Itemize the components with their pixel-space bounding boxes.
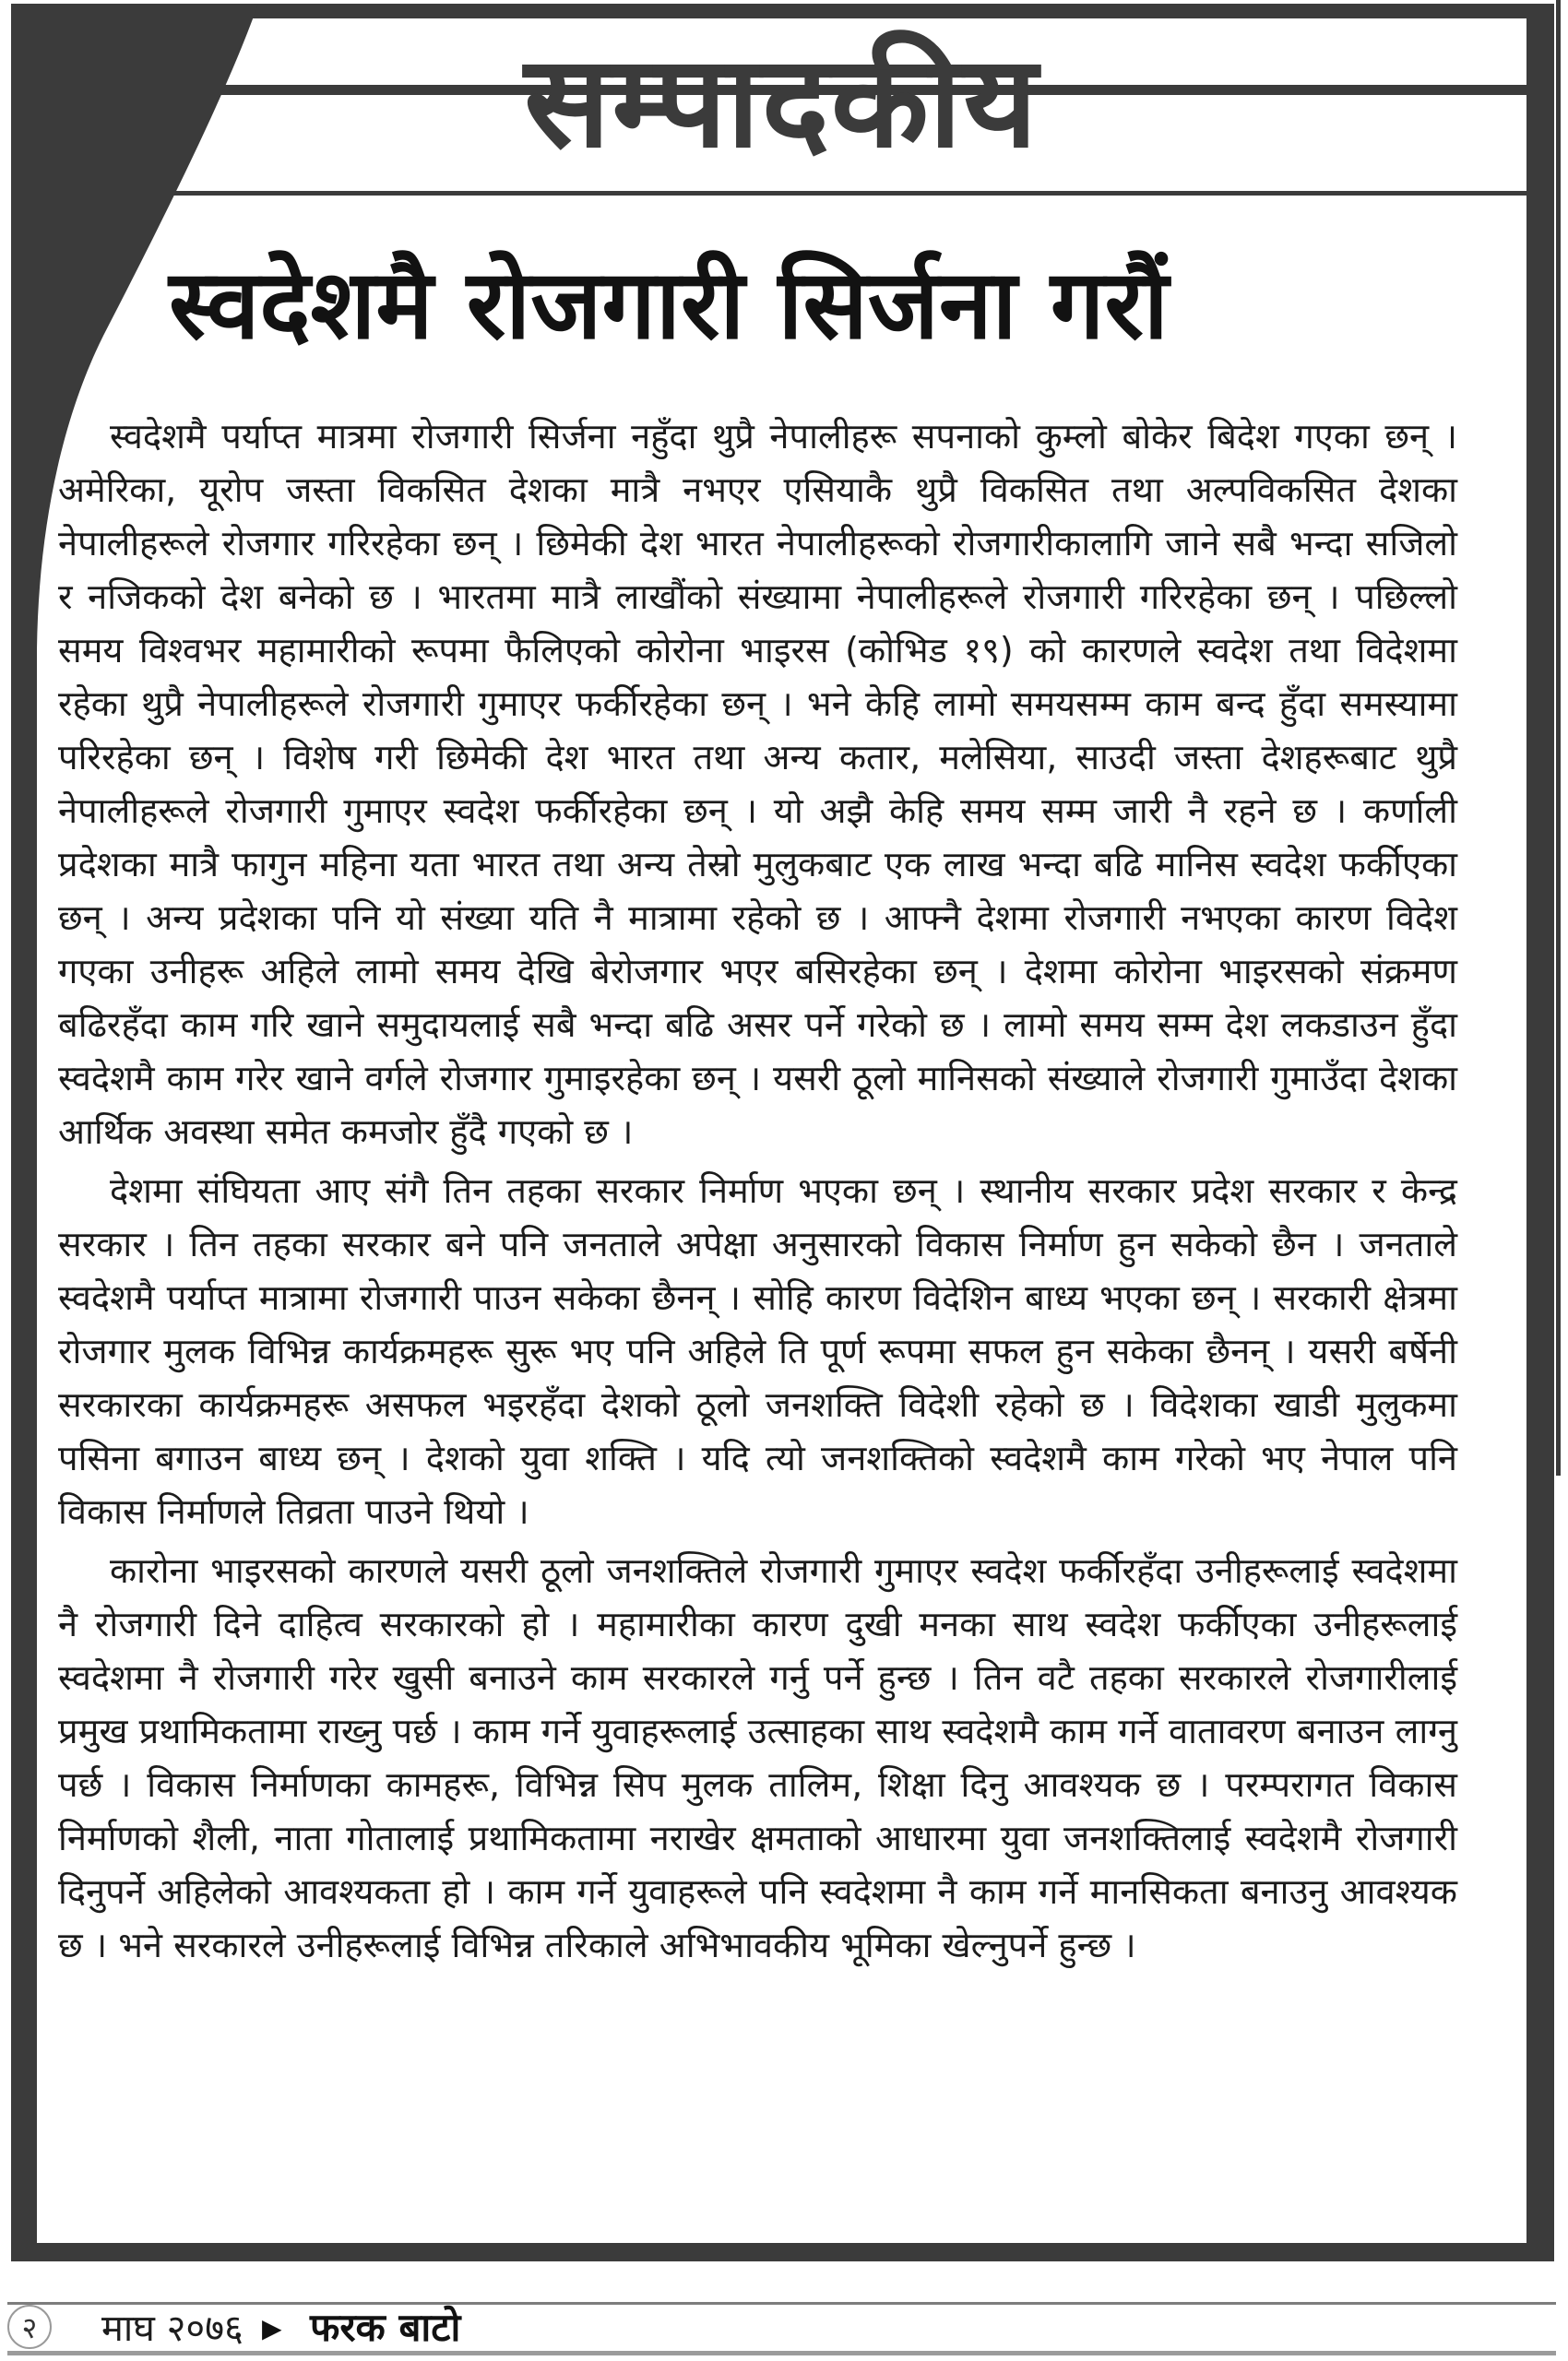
footer-top-rule (7, 2302, 1556, 2305)
editorial-paragraph: स्वदेशमै पर्याप्त मात्रमा रोजगारी सिर्जना नहुँदा थुप्रै नेपालीहरू सपनाको कुम्लो बोकेर बिदेश गएका छन् । अमेरिका, यूरोप जस्ता विकसित देशका मात्रै नभएर एसियाकै थुप्रै विकसित तथा अल्पविकसित देशका नेपालीहरूले रोजगार गरिरहेका छन् । छिमेकी देश भारत नेपालीहरूको रोजगारीकालागि जाने सबै भन्दा सजिलो र नजिकको देश बनेको छ । भारतमा मात्रै लाखौंको संख्यामा नेपालीहरूले रोजगारी गरिरहेका छन् । पछिल्लो समय विश्वभर महामारीको रूपमा फैलिएको कोरोना भाइरस (कोभिड १९) को कारणले स्वदेश तथा विदेशमा रहेका थुप्रै नेपालीहरूले रोजगारी गुमाएर फर्कीरहेका छन् । भने केहि लामो समयसम्म काम बन्द हुँदा समस्यामा परिरहेका छन् । विशेष गरी छिमेकी देश भारत तथा अन्य कतार, मलेसिया, साउदी जस्ता देशहरूबाट थुप्रै नेपालीहरूले रोजगारी गुमाएर स्वदेश फर्कीरहेका छन् । यो अझै केहि समय सम्म जारी नै रहने छ । कर्णाली प्रदेशका मात्रै फागुन महिना यता भारत तथा अन्य तेस्रो मुलुकबाट एक लाख भन्दा बढि मानिस स्वदेश फर्कीएका छन् । अन्य प्रदेशका पनि यो संख्या यति नै मात्रामा रहेको छ । आफ्नै देशमा रोजगारी नभएका कारण विदेश गएका उनीहरू अहिले लामो समय देखि बेरोजगार भएर बसिरहेका छन् । देशमा कोरोना भाइरसको संक्रमण बढिरहँदा काम गरि खाने समुदायलाई सबै भन्दा बढि असर पर्ने गरेको छ । लामो समय सम्म देश लकडाउन हुँदा स्वदेशमै काम गरेर खाने वर्गले रोजगार गुमाइरहेका छन् । यसरी ठूलो मानिसको संख्याले रोजगारी गुमाउँदा देशका आर्थिक अवस्था समेत कमजोर हुँदै गएको छ । (58, 416, 1457, 1152)
frame-curved-corner (11, 4, 325, 649)
editorial-paragraph: देशमा संघियता आए संगै तिन तहका सरकार निर्माण भएका छन् । स्थानीय सरकार प्रदेश सरकार र केन्द्र सरकार । तिन तहका सरकार बने पनि जनताले अपेक्षा अनुसारको विकास निर्माण हुन सकेको छैन । जनताले स्वदेशमै पर्याप्त मात्रामा रोजगारी पाउन सकेका छैनन् । सोहि कारण विदेशिन बाध्य भएका छन् । सरकारी क्षेत्रमा रोजगार मुलक विभिन्न कार्यक्रमहरू सुरू भए पनि अहिले ति पूर्ण रूपमा सफल हुन सकेका छैनन् । यसरी बर्षेनी सरकारका कार्यक्रमहरू असफल भइरहँदा देशको ठूलो जनशक्ति विदेशी रहेको छ । विदेशका खाडी मुलुकमा पसिना बगाउन बाध्य छन् । देशको युवा शक्ति । यदि त्यो जनशक्तिको स्वदेशमै काम गरेको भए नेपाल पनि विकास निर्माणले तिव्रता पाउने थियो । (58, 1170, 1457, 1532)
issue-date: माघ २०७६ (101, 2308, 244, 2350)
section-kicker: सम्पादकीय (524, 28, 1039, 176)
editorial-paragraph: कारोना भाइरसको कारणले यसरी ठूलो जनशक्तिले रोजगारी गुमाएर स्वदेश फर्कीरहँदा उनीहरूलाई स्वदेशमा नै रोजगारी दिने दाहित्व सरकारको हो । महामारीका कारण दुखी मनका साथ स्वदेश फर्कीएका उनीहरूलाई स्वदेशमा नै रोजगारी गरेर खुसी बनाउने काम सरकारले गर्नु पर्ने हुन्छ । तिन वटै तहका सरकारले रोजगारीलाई प्रमुख प्रथामिकतामा राख्नु पर्छ । काम गर्ने युवाहरूलाई उत्साहका साथ स्वदेशमै काम गर्ने वातावरण बनाउन लाग्नु पर्छ । विकास निर्माणका कामहरू, विभिन्न सिप मुलक तालिम, शिक्षा दिनु आवश्यक छ । परम्परागत विकास निर्माणको शैली, नाता गोतालाई प्रथामिकतामा नराखेर क्षमताको आधारमा युवा जनशक्तिलाई स्वदेशमै रोजगारी दिनुपर्ने अहिलेको आवश्यकता हो । काम गर्ने युवाहरूले पनि स्वदेशमा नै काम गर्ने मानसिकता बनाउनु आवश्यक छ । भने सरकारले उनीहरूलाई विभिन्न तरिकाले अभिभावकीय भूमिका खेल्नुपर्ने हुन्छ । (58, 1550, 1457, 1965)
editorial-headline: स्वदेशमै रोजगारी सिर्जना गरौं (169, 248, 1169, 361)
page-number: २ (21, 2309, 38, 2345)
page-edge-rule (1556, 0, 1561, 1476)
publication-name: फरक बाटो (310, 2305, 461, 2350)
footer-bottom-rule (7, 2351, 1556, 2355)
page-number-badge (7, 2305, 52, 2349)
right-triangle-icon: ▶ (262, 2313, 282, 2343)
